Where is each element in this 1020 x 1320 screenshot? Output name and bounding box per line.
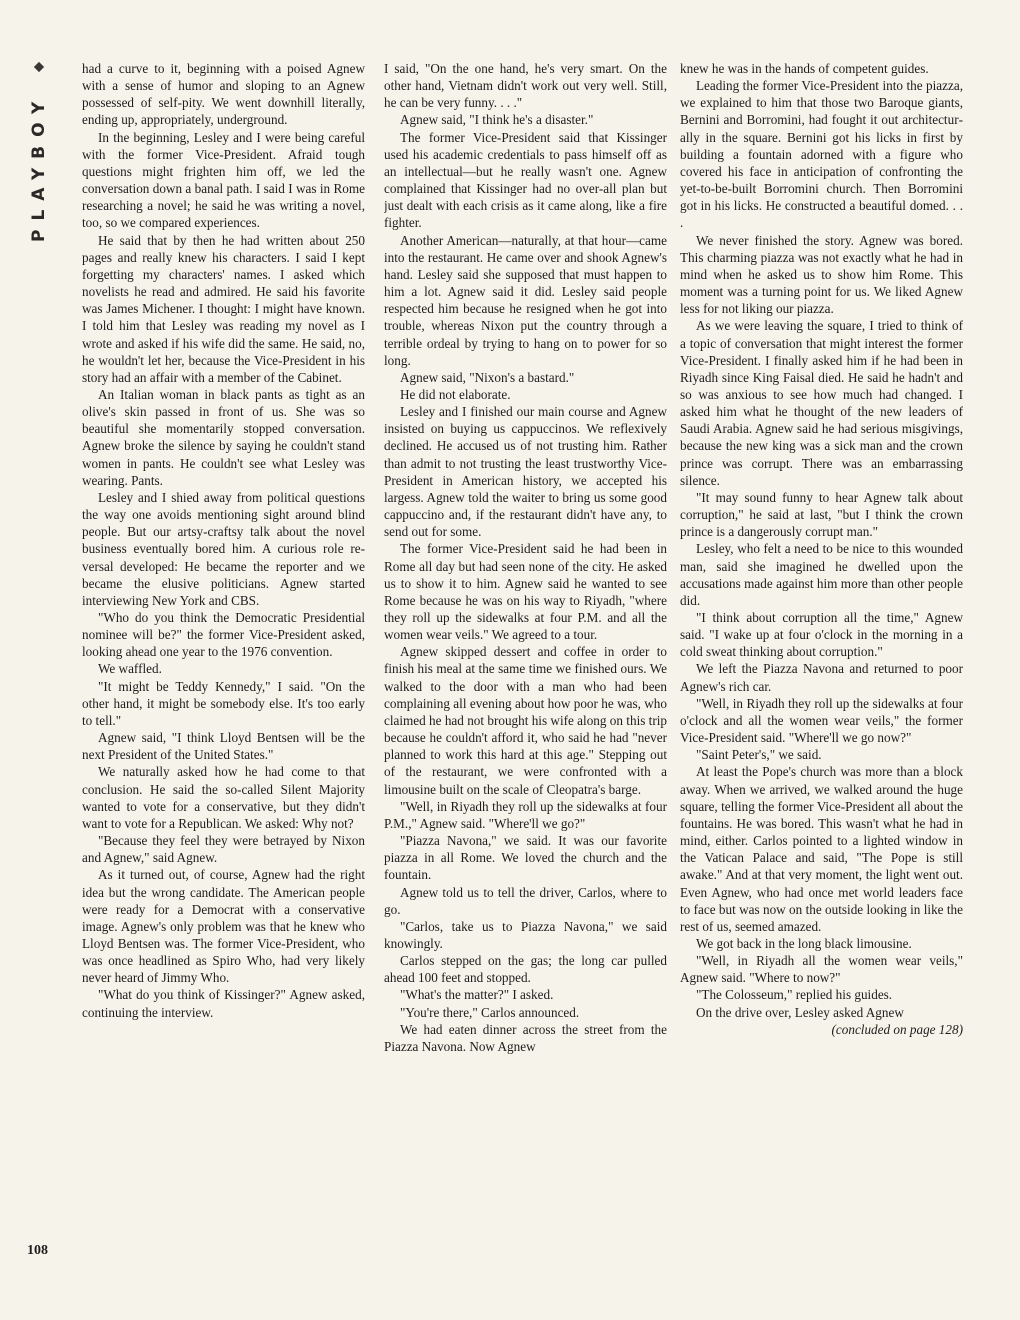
paragraph: Agnew told us to tell the driver, Carlos, where to go.	[384, 884, 667, 917]
paragraph: We never finished the story. Agnew was bored. This charming piazza was not exactly what he had in mind when he asked us to show him Rome. This moment was a turning point for us. We liked Agnew less for not liking our piazza.	[680, 232, 963, 317]
page-number: 108	[27, 1243, 48, 1258]
paragraph: Agnew said, "I think Lloyd Bentsen will be the next President of the United States."	[82, 730, 365, 763]
continued-note: (concluded on page 128)	[831, 1021, 963, 1037]
paragraph: "Saint Peter's," we said.	[696, 747, 822, 763]
paragraph: "Well, in Riyadh they roll up the sidewalks at four P.M.," Agnew said. "Where'll we go?"	[384, 798, 667, 831]
paragraph: "Piazza Navona," we said. It was our favorite piazza in all Rome. We loved the church and the fountain.	[384, 833, 667, 883]
paragraph: Lesley and I finished our main course and Agnew insisted on buying us cappuccinos. We reflexively declined. He accused us of not trusting him. Rather than admit to not trusting the least trustworthy Vice-President in American history, we accepted his largess. Agnew told the waiter to bring us some good cappuccino and, if the restaurant didn't have any, to send out for some.	[384, 404, 667, 540]
paragraph: I said, "On the one hand, he's very smart. On the other hand, Vietnam didn't work out very well. Still, he can be very funny. . . ."	[384, 61, 667, 111]
paragraph: Agnew skipped dessert and coffee in order to finish his meal at the same time we finished ours. We walked to the door with a man who had been complaining all evening about how poor he was, who claimed he had not brought his wife along on this trip because he couldn't afford it, who said he had "never planned to work this hard at this age." Stepping out of the restaurant, we were confronted with a limousine built on the scale of Cleopatra's barge.	[384, 644, 667, 797]
text-column-3	[680, 60, 963, 1270]
paragraph: As it turned out, of course, Agnew had the right idea but the wrong candidate. The American people were ready for a Democrat with a conservative image. Agnew's only problem was that he knew who Lloyd Bentsen was. The former Vice-President, who was once headlined as Spiro Who, had very likely never heard of Jimmy Who.	[82, 867, 365, 986]
paragraph: "Well, in Riyadh all the women wear veils," Agnew said. "Where to now?"	[680, 953, 963, 986]
paragraph: He said that by then he had written about 250 pages and really knew his characters. I said I kept forgetting my characters' names. I asked which novelists he read and admired. He said his favorite was James Michener. I thought: I might have known. I told him that Lesley was reading my novel as I wrote and asked if his wife did the same. He said, no, he wouldn't let her, because the Vice-President in his story had an affair with a member of the Cabinet.	[82, 232, 365, 385]
paragraph: "It might be Teddy Kennedy," I said. "On the other hand, it might be somebody else. It's too early to tell."	[82, 678, 365, 728]
paragraph: Another American—naturally, at that hour—came into the restaurant. He came over and shook Agnew's hand. Lesley said she supposed that must happen to him a lot. Agnew said it did. Lesley said people respected him because he resigned when he got into trouble, whereas Nixon put the country through a terrible ordeal by trying to hang on to power for so long.	[384, 232, 667, 368]
paragraph: At least the Pope's church was more than a block away. When we arrived, we walked around the huge square, telling the former Vice-President all about the fountains. He was bored. This wasn't what he had in mind, either. Carlos pointed to a lighted window in the Vatican Palace and said, "The Pope is still awake." And at that very moment, the light went out. Even Agnew, who had once met world leaders face to face but was now on the outside looking in like the rest of us, seemed amazed.	[680, 764, 963, 934]
magazine-sidebar	[24, 58, 54, 258]
paragraph: "Because they feel they were betrayed by Nixon and Agnew," said Agnew.	[82, 833, 365, 866]
rabbit-logo-icon: ⬥	[33, 59, 45, 75]
paragraph: We got back in the long black limousine.	[696, 935, 912, 951]
paragraph: "What do you think of Kissinger?" Agnew asked, continuing the interview.	[82, 987, 365, 1020]
paragraph: The former Vice-President said that Kissinger used his academic credentials to pass himself off as an intellectual—but he really wasn't one. Agnew complained that Kissinger had no over-all plan but just dealt with each crisis as it came along, like a fire fighter.	[384, 129, 667, 231]
paragraph: "What's the matter?" I asked.	[400, 987, 554, 1003]
paragraph: "You're there," Carlos announced.	[400, 1004, 580, 1020]
paragraph: Leading the former Vice-President into the piazza, we explained to him that those two Baroque giants, Bernini and Borromini, had fought it out architecturally in the square. Bernini got his licks in first by building a fountain adorned with a figure who covered his face in anticipation of confronting the yet-to-be-built Borromini church. Then Borromini got in his licks. He constructed a beautiful domed. . . .	[680, 78, 963, 231]
magazine-name-vertical: PLAYBOY	[29, 92, 49, 242]
paragraph: He did not elaborate.	[400, 386, 511, 402]
paragraph: In the beginning, Lesley and I were being careful with the former Vice-President. Afraid tough questions might frighten him off, we led the conversation down a banal path. I said I was in Rome researching a novel; he said he was writing a novel, too, so we compared experiences.	[82, 129, 365, 231]
paragraph: "Carlos, take us to Piazza Navona," we said knowingly.	[384, 918, 667, 951]
paragraph: We left the Piazza Navona and returned to poor Agnew's rich car.	[680, 661, 963, 694]
paragraph: Agnew said, "I think he's a disaster."	[400, 112, 594, 128]
paragraph: "The Colosseum," replied his guides.	[696, 987, 893, 1003]
paragraph: Carlos stepped on the gas; the long car pulled ahead 100 feet and stopped.	[384, 953, 667, 986]
paragraph: We naturally asked how he had come to that conclusion. He said the so-called Silent Majority wanted to vote for a conservative, but they didn't want to vote for a Republican. We asked: Why not?	[82, 764, 365, 831]
paragraph: As we were leaving the square, I tried to think of a topic of conversation that might interest the former Vice-President. I finally asked him if he had been in Riyadh since King Faisal died. He said he hadn't and so was anxious to see how much had changed. I asked him what he thought of the new leaders of Saudi Arabia. Agnew said he had serious misgivings, because the new king was a sick man and the crown prince was corrupt. There was an embarrassing silence.	[680, 318, 963, 488]
paragraph: had a curve to it, beginning with a poised Agnew with a sense of humor and sloping to an Agnew possessed of self-pity. We went downhill literally, ending up, appropriately, underground.	[82, 61, 365, 128]
paragraph: Agnew said, "Nixon's a bastard."	[400, 369, 575, 385]
text-column-1	[82, 60, 365, 1270]
paragraph: Lesley, who felt a need to be nice to this wounded man, said she imagined he dwelled upon the accusations made against him more than other people did.	[680, 541, 963, 608]
paragraph: An Italian woman in black pants as tight as an olive's skin passed in front of us. She was so beautiful she momentarily stopped conversation. Agnew broke the silence by saying he couldn't stand women in pants. He couldn't see what Lesley was wearing. Pants.	[82, 386, 365, 488]
paragraph: "Who do you think the Democratic Presidential nominee will be?" the former Vice-President asked, looking ahead one year to the 1976 convention.	[82, 610, 365, 660]
paragraph: "I think about corruption all the time," Agnew said. "I wake up at four o'clock in the morning in a cold sweat thinking about corruption."	[680, 610, 963, 660]
paragraph: On the drive over, Lesley asked Agnew	[696, 1004, 904, 1020]
paragraph: Lesley and I shied away from political questions the way one avoids mentioning sight around blind people. But our artsy-craftsy talk about the novel business eventually bored him. A curious role reversal developed: He became the reporter and we became the elusive politicians. Agnew started interviewing New York and CBS.	[82, 489, 365, 608]
paragraph: We had eaten dinner across the street from the Piazza Navona. Now Agnew	[384, 1021, 667, 1054]
text-column-2	[384, 60, 667, 1270]
paragraph: knew he was in the hands of competent guides.	[680, 61, 929, 76]
paragraph: "Well, in Riyadh they roll up the sidewalks at four o'clock and all the women wear veils," the former Vice-President said. "Where'll we go now?"	[680, 695, 963, 746]
paragraph: We waffled.	[98, 661, 162, 677]
paragraph: "It may sound funny to hear Agnew talk about corruption," he said at last, "but I think the crown prince is a dangerously corrupt man."	[680, 489, 963, 540]
paragraph: The former Vice-President said he had been in Rome all day but had seen none of the city. He asked us to show it to him. Agnew said he wanted to see Rome because he was on his way to Riyadh, "where they roll up the sidewalks at four P.M. and all the women wear veils." We agreed to a tour.	[384, 541, 667, 643]
